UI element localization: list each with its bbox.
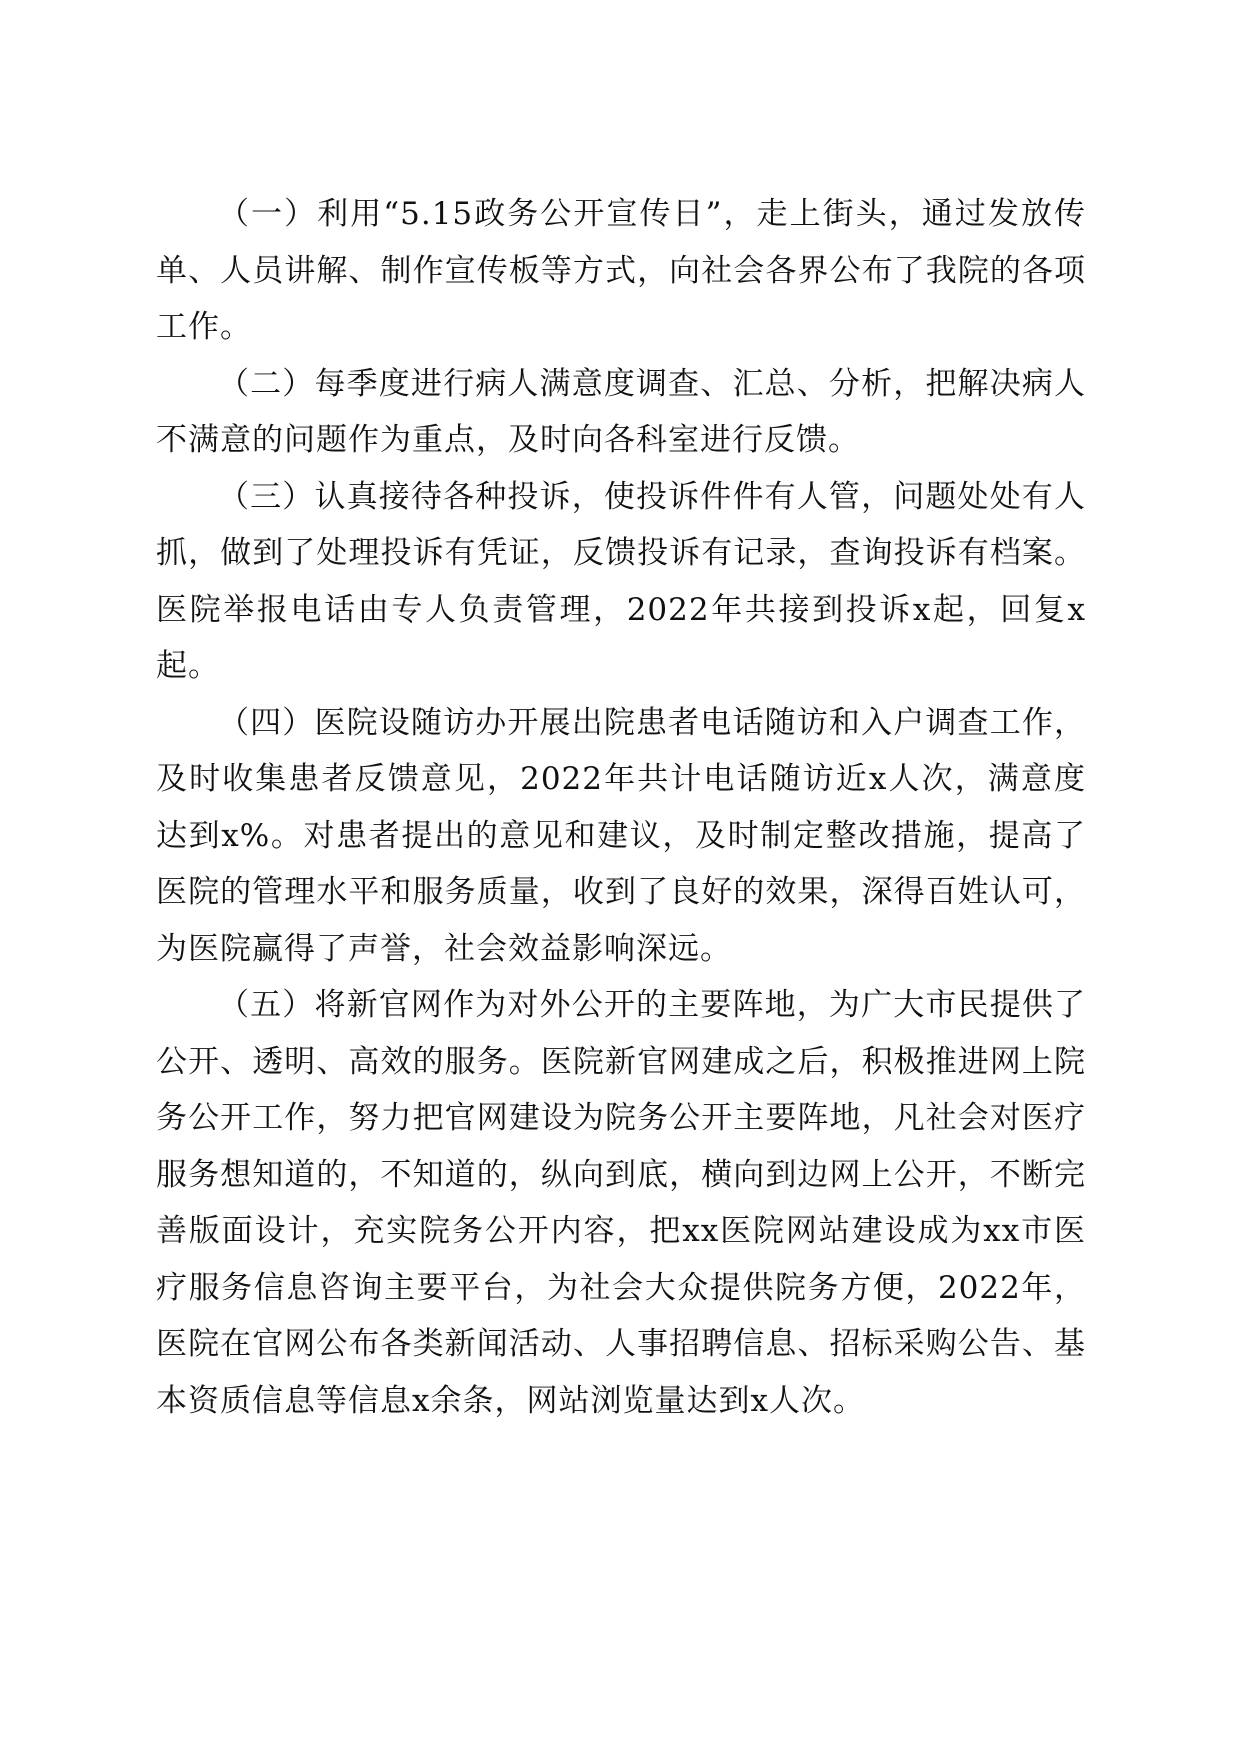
document-body <box>156 186 1086 1429</box>
paragraph-2: （二）每季度进行病人满意度调查、汇总、分析，把解决病人不满意的问题作为重点，及时向各科室进行反馈。 <box>156 365 1086 458</box>
paragraph-1: （一）利用“5.15政务公开宣传日”，走上街头，通过发放传单、人员讲解、制作宣传板等方式，向社会各界公布了我院的各项工作。 <box>156 196 1086 345</box>
paragraph-3: （三）认真接待各种投诉，使投诉件件有人管，问题处处有人抓，做到了处理投诉有凭证，反馈投诉有记录，查询投诉有档案。医院举报电话由专人负责管理，2022年共接到投诉x起，回复x起。 <box>156 478 1086 684</box>
paragraph-5: （五）将新官网作为对外公开的主要阵地，为广大市民提供了公开、透明、高效的服务。医院新官网建成之后，积极推进网上院务公开工作，努力把官网建设为院务公开主要阵地，凡社会对医疗服务想知道的，不知道的，纵向到底，横向到边网上公开，不断完善版面设计，充实院务公开内容，把xx医院网站建设成为xx市医疗服务信息咨询主要平台，为社会大众提供院务方便，2022年，医院在官网公布各类新闻活动、人事招聘信息、招标采购公告、基本资质信息等信息x余条，网站浏览量达到x人次。 <box>156 987 1086 1419</box>
paragraph-4: （四）医院设随访办开展出院患者电话随访和入户调查工作，及时收集患者反馈意见，2022年共计电话随访近x人次，满意度达到x%。对患者提出的意见和建议，及时制定整改措施，提高了医院的管理水平和服务质量，收到了良好的效果，深得百姓认可，为医院赢得了声誉，社会效益影响深远。 <box>156 704 1086 967</box>
